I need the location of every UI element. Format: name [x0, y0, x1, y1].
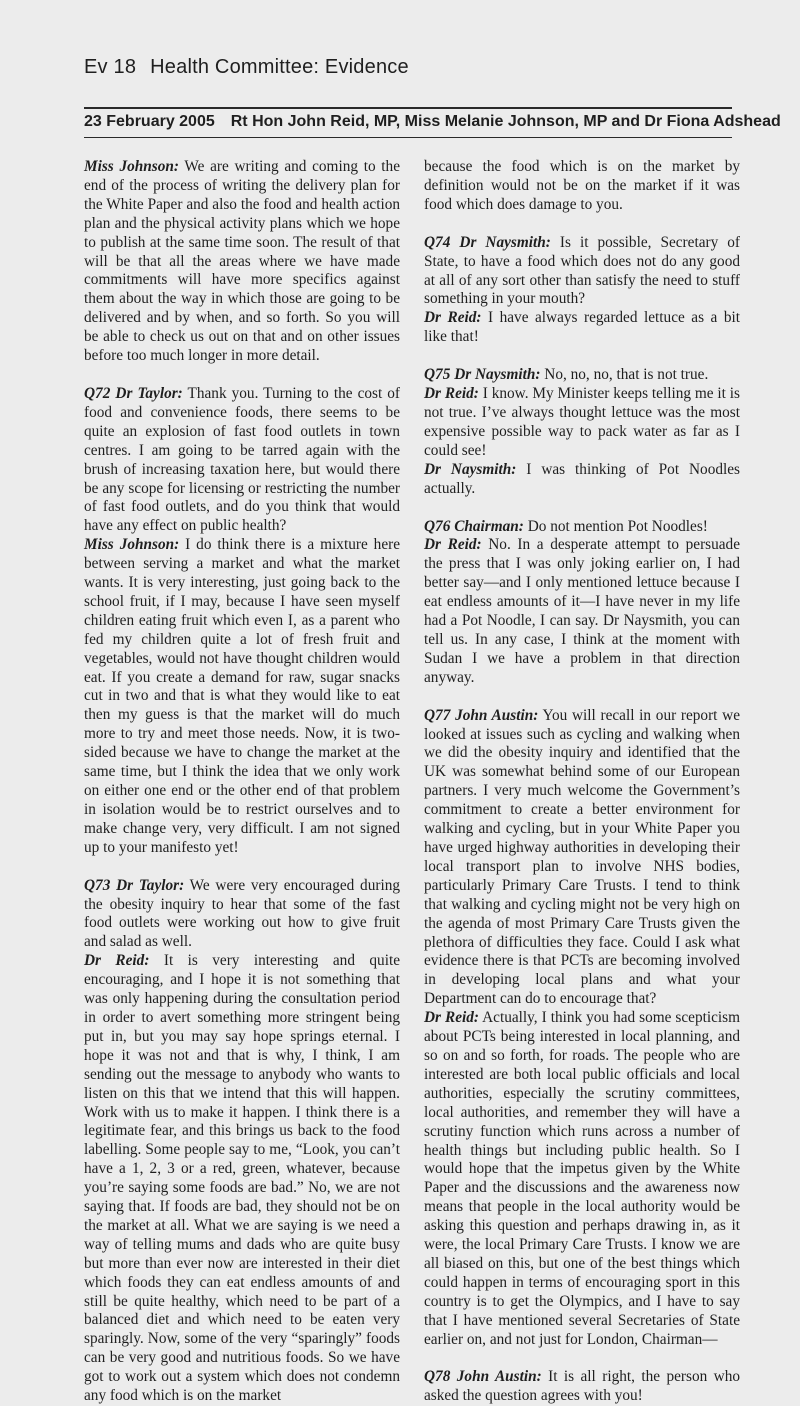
speaker-name: John Austin: — [455, 706, 539, 724]
header-rule-top — [84, 107, 732, 109]
right-column — [424, 158, 740, 1406]
testimony-text: No. In a desperate attempt to persuade the press that I was only joking earlier on, I had better say—and I only mentioned lettuce because I eat endless amounts of it—I have never in my life had a Pot Noodle, I can say. Dr Naysmith, you can tell us. In any case, I think at the moment with Sudan I we have a problem in that direction anyway. — [424, 536, 740, 686]
speaker-name: Dr Reid: — [424, 309, 482, 327]
page-code: Ev 18 — [84, 56, 137, 78]
testimony-paragraph — [424, 385, 740, 461]
testimony-text: Is it possible, Secretary of State, to have a food which does not do any good at all of any sort other than satisfy the need to stuff something in your mouth? — [424, 233, 740, 308]
testimony-text: Actually, I think you had some scepticism about PCTs being interested in local planning, and so on and so forth, for roads. The people who are interested are both local public officials and local authorities, especially the scrutiny committees, local authorities, and remember they will have a scrutiny function which runs across a number of health things but including public health. So I would hope that the impetus given by the White Paper and the discussions and the awareness now means that people in the local authority would be asking this question and perhaps drawing in, as it were, the local Primary Care Trusts. I know we are all biased on this, but one of the best things which could happen in terms of encouraging sport in this country is to get the Olympics, and I have to say that I have mentioned several Secretaries of State earlier on, and not just for London, Chairman— — [424, 1009, 740, 1348]
testimony-paragraph — [424, 1009, 740, 1349]
testimony-paragraph — [84, 158, 400, 366]
testimony-paragraph — [84, 536, 400, 857]
publication-title: Health Committee: Evidence — [150, 56, 409, 78]
testimony-paragraph — [424, 536, 740, 687]
testimony-paragraph — [84, 877, 400, 953]
testimony-text: Do not mention Pot Noodles! — [523, 517, 708, 535]
speaker-name: Dr Naysmith: — [454, 366, 541, 384]
question-number: Q72 — [84, 384, 111, 402]
testimony-paragraph — [84, 385, 400, 536]
testimony-text: It is all right, the person who asked the question agrees with you! — [424, 1368, 740, 1405]
running-head — [84, 56, 409, 79]
testimony-text: Thank you. Turning to the cost of food and convenience foods, there seems to be quite an explosion of fast food outlets in town centres. I am going to be tarred again with the brush of increasing taxation here, but would there be any scope for licensing or restricting the number of fast food outlets, and do you think that would have any effect on public health? — [84, 384, 401, 535]
testimony-text: I was thinking of Pot Noodles actually. — [424, 460, 740, 497]
question-number: Q73 — [84, 876, 111, 894]
left-column — [84, 158, 400, 1406]
testimony-text: You will recall in our report we looked at issues such as cycling and walking when we did the obesity inquiry and identified that the UK was somewhat behind some of our European partners. I very much welcome the Government’s commitment to create a better environment for walking and cycling, but in your White Paper you have urged highway authorities in developing their local transport plan to involve NHS bodies, particularly Primary Care Trusts. I tend to think that walking and cycling might not be very high on the agenda of most Primary Care Trusts given the plethora of difficulties they face. Could I ask what evidence there is that PCTs are becoming involved in developing local plans and what your Department can do to encourage that? — [424, 706, 740, 1008]
question-number: Q77 — [424, 706, 451, 724]
speaker-name: Dr Reid: — [424, 1009, 479, 1027]
testimony-text: because the food which is on the market by definition would not be on the market if it was food which does damage to you. — [424, 158, 740, 213]
speaker-name: Dr Naysmith: — [424, 460, 517, 478]
testimony-paragraph — [424, 234, 740, 310]
testimony-paragraph — [424, 366, 740, 385]
testimony-paragraph — [424, 1368, 740, 1406]
testimony-paragraph — [84, 952, 400, 1406]
speaker-name: John Austin: — [456, 1368, 542, 1386]
speaker-name: Chairman: — [454, 517, 524, 535]
speaker-name: Dr Taylor: — [115, 384, 183, 402]
testimony-text: I know. My Minister keeps telling me it is not true. I’ve always thought lettuce was the most expensive possible way to pack water as far as I could see! — [424, 385, 740, 459]
question-number: Q78 — [424, 1368, 451, 1386]
speaker-name: Dr Naysmith: — [459, 233, 551, 251]
dateline — [84, 113, 781, 131]
question-number: Q74 — [424, 233, 451, 251]
speaker-name: Miss Johnson: — [84, 158, 179, 175]
session-date: 23 February 2005 — [84, 113, 215, 130]
testimony-text: We are writing and coming to the end of the process of writing the delivery plan for the White Paper and also the food and health action plan and the physical activity plans which we hope to publish at the same time soon. The result of that will be that all the areas where we have made commitments will have more specifics against them about the way in which those are going to be delivered and by when, and so forth. So you will be able to check us out on that and on other issues before too much longer in more detail. — [84, 158, 400, 365]
testimony-paragraph — [424, 707, 740, 1010]
testimony-text: I do think there is a mixture here between serving a market and what the market wants. It is very interesting, just going back to the school fruit, if I may, because I have seen myself children eating fruit which even I, as a parent who fed my children quite a lot of fresh fruit and vegetables, would not have thought children would eat. If you create a demand for raw, sugar snacks cut in two and that is what they would like to eat then my guess is that the market will do much more to try and meet those needs. Now, it is two-sided because we have to change the market at the same time, but I think the idea that we only work on either one end or the other end of that problem in isolation would be to restrict ourselves and to make change very, very difficult. I am not signed up to your manifesto yet! — [84, 536, 400, 856]
speaker-name: Dr Taylor: — [116, 876, 185, 894]
witness-list: Rt Hon John Reid, MP, Miss Melanie Johnson, MP and Dr Fiona Adshead — [230, 113, 781, 130]
header-rule-bottom — [84, 137, 732, 138]
testimony-paragraph — [424, 309, 740, 347]
testimony-text: It is very interesting and quite encouraging, and I hope it is not something that was only happening during the consultation period in order to avert something more stringent being put in, but you may say hope springs eternal. I hope it was not and that is why, I think, I am sending out the message to anybody who wants to listen on this that we intend that this will happen. Work with us to make it happen. I think there is a legitimate fear, and this brings us back to the food labelling. Some people say to me, “Look, you can’t have a 1, 2, 3 or a red, green, whatever, because you’re saying some foods are bad.” No, we are not saying that. If foods are bad, they should not be on the market at all. What we are saying is we need a way of telling mums and dads who are quite busy but more than ever now are interested in their diet which foods they can eat endless amounts of and still be quite healthy, which need to be part of a balanced diet and which need to be eaten very sparingly. Now, some of the very “sparingly” foods can be very good and nutritious foods. So we have got to work out a system which does not condemn any food which is on the market — [84, 952, 400, 1405]
speaker-name: Dr Reid: — [424, 536, 482, 554]
question-number: Q75 — [424, 366, 451, 384]
testimony-paragraph — [424, 158, 740, 215]
testimony-paragraph — [424, 518, 740, 537]
speaker-name: Dr Reid: — [84, 952, 150, 970]
testimony-text: I have always regarded lettuce as a bit like that! — [424, 309, 740, 346]
question-number: Q76 — [424, 517, 451, 535]
testimony-text: No, no, no, that is not true. — [540, 366, 709, 384]
speaker-name: Dr Reid: — [424, 385, 479, 403]
testimony-text: We were very encouraged during the obesity inquiry to hear that some of the fast food outlets were working out how to give fruit and salad as well. — [84, 876, 400, 951]
speaker-name: Miss Johnson: — [84, 536, 180, 554]
testimony-paragraph — [424, 461, 740, 499]
